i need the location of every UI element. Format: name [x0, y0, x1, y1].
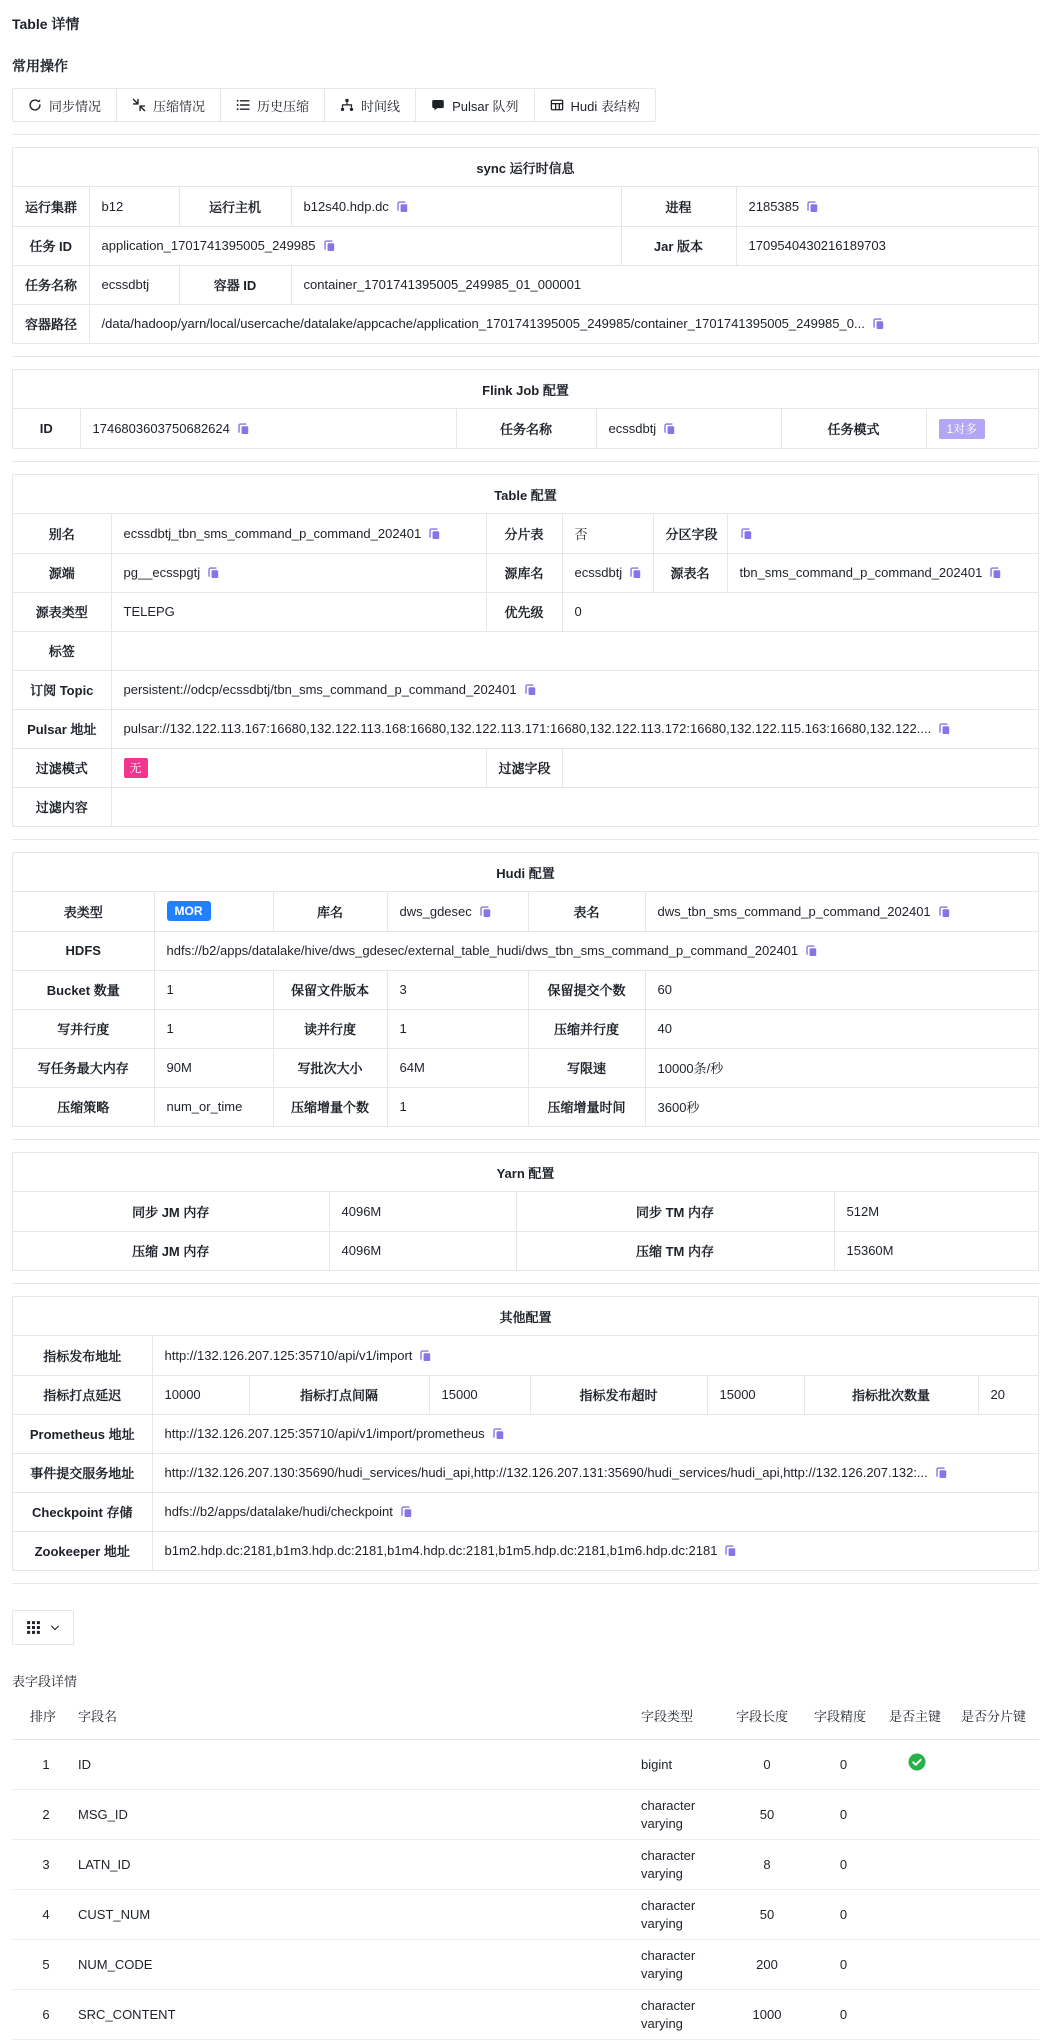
- field-order: 1: [12, 1740, 70, 1790]
- config-value: [926, 409, 1038, 448]
- config-value: ecssdbtj: [596, 409, 781, 448]
- config-value: /data/hadoop/yarn/local/usercache/datalake/appcache/application_1701741395005_249985/container_1701741395005_249985_0...: [89, 304, 1038, 343]
- shard-key-cell: [953, 1740, 1039, 1790]
- column-header-field-precision: 字段精度: [806, 1692, 881, 1740]
- section-divider: [12, 1139, 1039, 1140]
- card-title: Table 配置: [13, 475, 1038, 514]
- copy-icon[interactable]: [935, 1466, 948, 1479]
- actions-toolbar: [12, 88, 656, 122]
- config-label: Bucket 数量: [13, 970, 154, 1009]
- field-length: 200: [728, 1940, 806, 1990]
- table-row: [12, 1890, 1039, 1940]
- copy-icon[interactable]: [872, 317, 885, 330]
- config-value: http://132.126.207.125:35710/api/v1/import/prometheus: [152, 1414, 1038, 1453]
- copy-icon[interactable]: [805, 944, 818, 957]
- toolbar-button-pulsar-queue[interactable]: [415, 88, 534, 122]
- field-length: 8: [728, 1840, 806, 1890]
- config-label: 容器路径: [13, 304, 89, 343]
- shard-key-cell: [953, 1840, 1039, 1890]
- copy-icon[interactable]: [479, 905, 492, 918]
- toolbar-button-label: Hudi 表结构: [570, 98, 640, 114]
- table-config-card: [12, 474, 1039, 827]
- table-row: [12, 1990, 1039, 2040]
- config-label: 分区字段: [653, 514, 727, 553]
- config-label: 源表类型: [13, 592, 111, 631]
- config-value: 20: [978, 1375, 1038, 1414]
- config-value: 90M: [154, 1048, 273, 1087]
- page-title: Table 详情: [12, 16, 80, 32]
- config-label: 进程: [621, 187, 736, 226]
- field-name: NUM_CODE: [70, 1940, 633, 1990]
- config-value: application_1701741395005_249985: [89, 226, 621, 265]
- config-value: ecssdbtj: [89, 265, 179, 304]
- column-header-field-name: 字段名: [70, 1692, 633, 1740]
- column-settings-button[interactable]: [12, 1610, 74, 1645]
- config-label: 优先级: [486, 592, 562, 631]
- copy-icon[interactable]: [237, 422, 250, 435]
- config-label: 别名: [13, 514, 111, 553]
- config-value: 4096M: [329, 1231, 516, 1270]
- config-label: 源端: [13, 553, 111, 592]
- config-value: hdfs://b2/apps/datalake/hive/dws_gdesec/external_table_hudi/dws_tbn_sms_command_p_command_202401: [154, 931, 1038, 970]
- config-value: 3600秒: [645, 1087, 1038, 1126]
- config-value: b12s40.hdp.dc: [291, 187, 621, 226]
- field-name: LATN_ID: [70, 1840, 633, 1890]
- field-precision: 0: [806, 1940, 881, 1990]
- config-label: 指标批次数量: [804, 1375, 978, 1414]
- field-precision: 0: [806, 1840, 881, 1890]
- config-label: 同步 TM 内存: [516, 1192, 834, 1231]
- shard-key-cell: [953, 1990, 1039, 2040]
- field-name: SRC_CONTENT: [70, 1990, 633, 2040]
- column-header-is-primary-key: 是否主键: [881, 1692, 953, 1740]
- config-value: 15000: [429, 1375, 530, 1414]
- section-divider: [12, 1283, 1039, 1284]
- column-header-field-type: 字段类型: [633, 1692, 728, 1740]
- config-label: 压缩策略: [13, 1087, 154, 1126]
- card-title: sync 运行时信息: [13, 148, 1038, 187]
- config-value: ecssdbtj_tbn_sms_command_p_command_202401: [111, 514, 486, 553]
- toolbar-button-compaction-status[interactable]: [116, 88, 221, 122]
- sync-icon: [28, 98, 42, 112]
- config-label: 过滤字段: [486, 748, 562, 787]
- config-label: 压缩 JM 内存: [13, 1231, 329, 1270]
- table-row: [12, 1740, 1039, 1790]
- config-value: hdfs://b2/apps/datalake/hudi/checkpoint: [152, 1492, 1038, 1531]
- config-label: 压缩增量时间: [528, 1087, 645, 1126]
- toolbar-button-label: 压缩情况: [153, 98, 206, 114]
- config-label: 写任务最大内存: [13, 1048, 154, 1087]
- toolbar-button-hudi-table-structure[interactable]: [534, 88, 656, 122]
- field-type: bigint: [633, 1740, 728, 1790]
- timeline-icon: [340, 98, 354, 112]
- config-value: http://132.126.207.125:35710/api/v1/import: [152, 1336, 1038, 1375]
- config-value: 1: [154, 1009, 273, 1048]
- task-mode-badge: 1对多: [939, 419, 986, 439]
- field-length: 0: [728, 1740, 806, 1790]
- section-divider: [12, 1583, 1039, 1584]
- config-label: 运行集群: [13, 187, 89, 226]
- toolbar-button-label: 历史压缩: [257, 98, 310, 114]
- field-type: character varying: [633, 1840, 728, 1890]
- flink-job-card: [12, 369, 1039, 449]
- toolbar-button-label: Pulsar 队列: [452, 98, 519, 114]
- toolbar-button-label: 时间线: [361, 98, 401, 114]
- card-title: Yarn 配置: [13, 1153, 1038, 1192]
- copy-icon[interactable]: [663, 422, 676, 435]
- config-value: tbn_sms_command_p_command_202401: [727, 553, 1038, 592]
- field-type: character varying: [633, 1940, 728, 1990]
- config-value: pulsar://132.122.113.167:16680,132.122.113.168:16680,132.122.113.171:16680,132.122.113.172:16680,132.122.115.163:16680,132.122....: [111, 709, 1038, 748]
- config-value: 40: [645, 1009, 1038, 1048]
- copy-icon[interactable]: [938, 722, 951, 735]
- config-label: 写批次大小: [273, 1048, 387, 1087]
- config-value: http://132.126.207.130:35690/hudi_services/hudi_api,http://132.126.207.131:35690/hudi_services/hudi_api,http://132.126.207.132:...: [152, 1453, 1038, 1492]
- field-precision: 0: [806, 1990, 881, 2040]
- history-list-icon: [236, 98, 250, 112]
- config-label: 库名: [273, 892, 387, 931]
- table-structure-icon: [550, 98, 564, 112]
- config-value: 512M: [834, 1192, 1038, 1231]
- config-value: [111, 631, 1038, 670]
- config-value: dws_gdesec: [387, 892, 528, 931]
- config-label: 同步 JM 内存: [13, 1192, 329, 1231]
- field-length: 50: [728, 1790, 806, 1840]
- config-value: 1746803603750682624: [80, 409, 456, 448]
- config-label: 任务模式: [781, 409, 926, 448]
- config-label: 运行主机: [179, 187, 291, 226]
- config-value: b1m2.hdp.dc:2181,b1m3.hdp.dc:2181,b1m4.hdp.dc:2181,b1m5.hdp.dc:2181,b1m6.hdp.dc:2181: [152, 1531, 1038, 1570]
- table-fields-table: [12, 1692, 1039, 2040]
- config-label: 标签: [13, 631, 111, 670]
- config-value: 3: [387, 970, 528, 1009]
- field-order: 6: [12, 1990, 70, 2040]
- config-label: 分片表: [486, 514, 562, 553]
- copy-icon[interactable]: [524, 683, 537, 696]
- config-label: ID: [13, 409, 80, 448]
- chevron-down-icon: [50, 1623, 60, 1633]
- primary-key-cell: [881, 1790, 953, 1840]
- toolbar-button-sync-status[interactable]: [12, 88, 117, 122]
- copy-icon[interactable]: [724, 1544, 737, 1557]
- primary-key-cell: [881, 1740, 953, 1790]
- field-order: 3: [12, 1840, 70, 1890]
- section-divider: [12, 839, 1039, 840]
- field-order: 4: [12, 1890, 70, 1940]
- config-value: 1: [387, 1009, 528, 1048]
- fields-section-title: 表字段详情: [12, 1674, 78, 1689]
- config-value: b12: [89, 187, 179, 226]
- config-value: 1: [387, 1087, 528, 1126]
- config-value: persistent://odcp/ecssdbtj/tbn_sms_command_p_command_202401: [111, 670, 1038, 709]
- config-value: [727, 514, 1038, 553]
- config-label: Pulsar 地址: [13, 709, 111, 748]
- config-label: 指标打点延迟: [13, 1375, 152, 1414]
- field-type: character varying: [633, 1790, 728, 1840]
- config-label: 写并行度: [13, 1009, 154, 1048]
- field-order: 5: [12, 1940, 70, 1990]
- shard-key-cell: [953, 1890, 1039, 1940]
- field-precision: 0: [806, 1790, 881, 1840]
- copy-icon[interactable]: [740, 527, 753, 540]
- column-header-field-length: 字段长度: [728, 1692, 806, 1740]
- config-value: [111, 787, 1038, 826]
- config-label: 指标打点间隔: [249, 1375, 429, 1414]
- config-label: 写限速: [528, 1048, 645, 1087]
- primary-key-cell: [881, 1840, 953, 1890]
- config-label: 过滤模式: [13, 748, 111, 787]
- shard-key-cell: [953, 1790, 1039, 1840]
- config-label: HDFS: [13, 931, 154, 970]
- config-value: 64M: [387, 1048, 528, 1087]
- config-value: pg__ecsspgtj: [111, 553, 486, 592]
- field-length: 1000: [728, 1990, 806, 2040]
- field-name: ID: [70, 1740, 633, 1790]
- other-config-card: [12, 1296, 1039, 1571]
- config-value: 1: [154, 970, 273, 1009]
- copy-icon[interactable]: [989, 566, 1002, 579]
- card-title: Flink Job 配置: [13, 370, 1038, 409]
- config-label: 压缩并行度: [528, 1009, 645, 1048]
- config-label: 表类型: [13, 892, 154, 931]
- card-title: Hudi 配置: [13, 853, 1038, 892]
- config-value: 15360M: [834, 1231, 1038, 1270]
- field-precision: 0: [806, 1890, 881, 1940]
- config-label: Prometheus 地址: [13, 1414, 152, 1453]
- field-type: character varying: [633, 1890, 728, 1940]
- copy-icon[interactable]: [938, 905, 951, 918]
- config-value: 0: [562, 592, 1038, 631]
- config-value: [562, 748, 1038, 787]
- config-label: 订阅 Topic: [13, 670, 111, 709]
- config-label: Zookeeper 地址: [13, 1531, 152, 1570]
- config-value: [111, 748, 486, 787]
- config-label: 过滤内容: [13, 787, 111, 826]
- config-value: 60: [645, 970, 1038, 1009]
- config-value: 否: [562, 514, 653, 553]
- toolbar-button-label: 同步情况: [49, 98, 102, 114]
- config-label: 压缩 TM 内存: [516, 1231, 834, 1270]
- config-label: 表名: [528, 892, 645, 931]
- field-name: MSG_ID: [70, 1790, 633, 1840]
- config-label: 压缩增量个数: [273, 1087, 387, 1126]
- field-precision: 0: [806, 1740, 881, 1790]
- copy-icon[interactable]: [323, 239, 336, 252]
- primary-key-check-icon: [908, 1753, 926, 1771]
- card-title: 其他配置: [13, 1297, 1038, 1336]
- config-value: 1709540430216189703: [736, 226, 1038, 265]
- primary-key-cell: [881, 1990, 953, 2040]
- table-row: [12, 1790, 1039, 1840]
- hudi-config-card: [12, 852, 1039, 1127]
- pulsar-queue-icon: [431, 98, 445, 112]
- config-value: 15000: [707, 1375, 804, 1414]
- section-divider: [12, 461, 1039, 462]
- toolbar-button-history-compaction[interactable]: [220, 88, 325, 122]
- copy-icon[interactable]: [806, 200, 819, 213]
- field-name: CUST_NUM: [70, 1890, 633, 1940]
- config-value: 2185385: [736, 187, 1038, 226]
- config-label: 任务名称: [456, 409, 596, 448]
- config-label: 容器 ID: [179, 265, 291, 304]
- config-value: 4096M: [329, 1192, 516, 1231]
- config-value: 10000条/秒: [645, 1048, 1038, 1087]
- config-value: dws_tbn_sms_command_p_command_202401: [645, 892, 1038, 931]
- config-label: Jar 版本: [621, 226, 736, 265]
- copy-icon[interactable]: [400, 1505, 413, 1518]
- column-header-is-shard-key: 是否分片键: [953, 1692, 1039, 1740]
- common-actions-label: 常用操作: [12, 58, 68, 74]
- config-value: TELEPG: [111, 592, 486, 631]
- config-label: Checkpoint 存储: [13, 1492, 152, 1531]
- copy-icon[interactable]: [428, 527, 441, 540]
- config-label: 指标发布超时: [530, 1375, 707, 1414]
- field-order: 2: [12, 1790, 70, 1840]
- config-value: container_1701741395005_249985_01_000001: [291, 265, 1038, 304]
- filter-mode-badge: 无: [124, 758, 148, 778]
- section-divider: [12, 134, 1039, 135]
- grid-icon: [26, 1620, 41, 1635]
- field-length: 50: [728, 1890, 806, 1940]
- config-label: 指标发布地址: [13, 1336, 152, 1375]
- toolbar-button-timeline[interactable]: [324, 88, 416, 122]
- copy-icon[interactable]: [492, 1427, 505, 1440]
- copy-icon[interactable]: [629, 566, 642, 579]
- column-header-order: 排序: [12, 1692, 70, 1740]
- compress-icon: [132, 98, 146, 112]
- config-value: 10000: [152, 1375, 249, 1414]
- yarn-config-card: [12, 1152, 1039, 1271]
- copy-icon[interactable]: [419, 1349, 432, 1362]
- config-value: num_or_time: [154, 1087, 273, 1126]
- config-value: [154, 892, 273, 931]
- primary-key-cell: [881, 1890, 953, 1940]
- config-label: 源库名: [486, 553, 562, 592]
- config-label: 事件提交服务地址: [13, 1453, 152, 1492]
- table-type-badge: MOR: [167, 901, 211, 921]
- sync-runtime-card: [12, 147, 1039, 344]
- config-label: 源表名: [653, 553, 727, 592]
- config-label: 任务名称: [13, 265, 89, 304]
- config-label: 任务 ID: [13, 226, 89, 265]
- config-value: ecssdbtj: [562, 553, 653, 592]
- table-row: [12, 1940, 1039, 1990]
- shard-key-cell: [953, 1940, 1039, 1990]
- config-label: 读并行度: [273, 1009, 387, 1048]
- field-type: character varying: [633, 1990, 728, 2040]
- table-row: [12, 1840, 1039, 1890]
- copy-icon[interactable]: [396, 200, 409, 213]
- section-divider: [12, 356, 1039, 357]
- primary-key-cell: [881, 1940, 953, 1990]
- copy-icon[interactable]: [207, 566, 220, 579]
- config-label: 保留提交个数: [528, 970, 645, 1009]
- config-label: 保留文件版本: [273, 970, 387, 1009]
